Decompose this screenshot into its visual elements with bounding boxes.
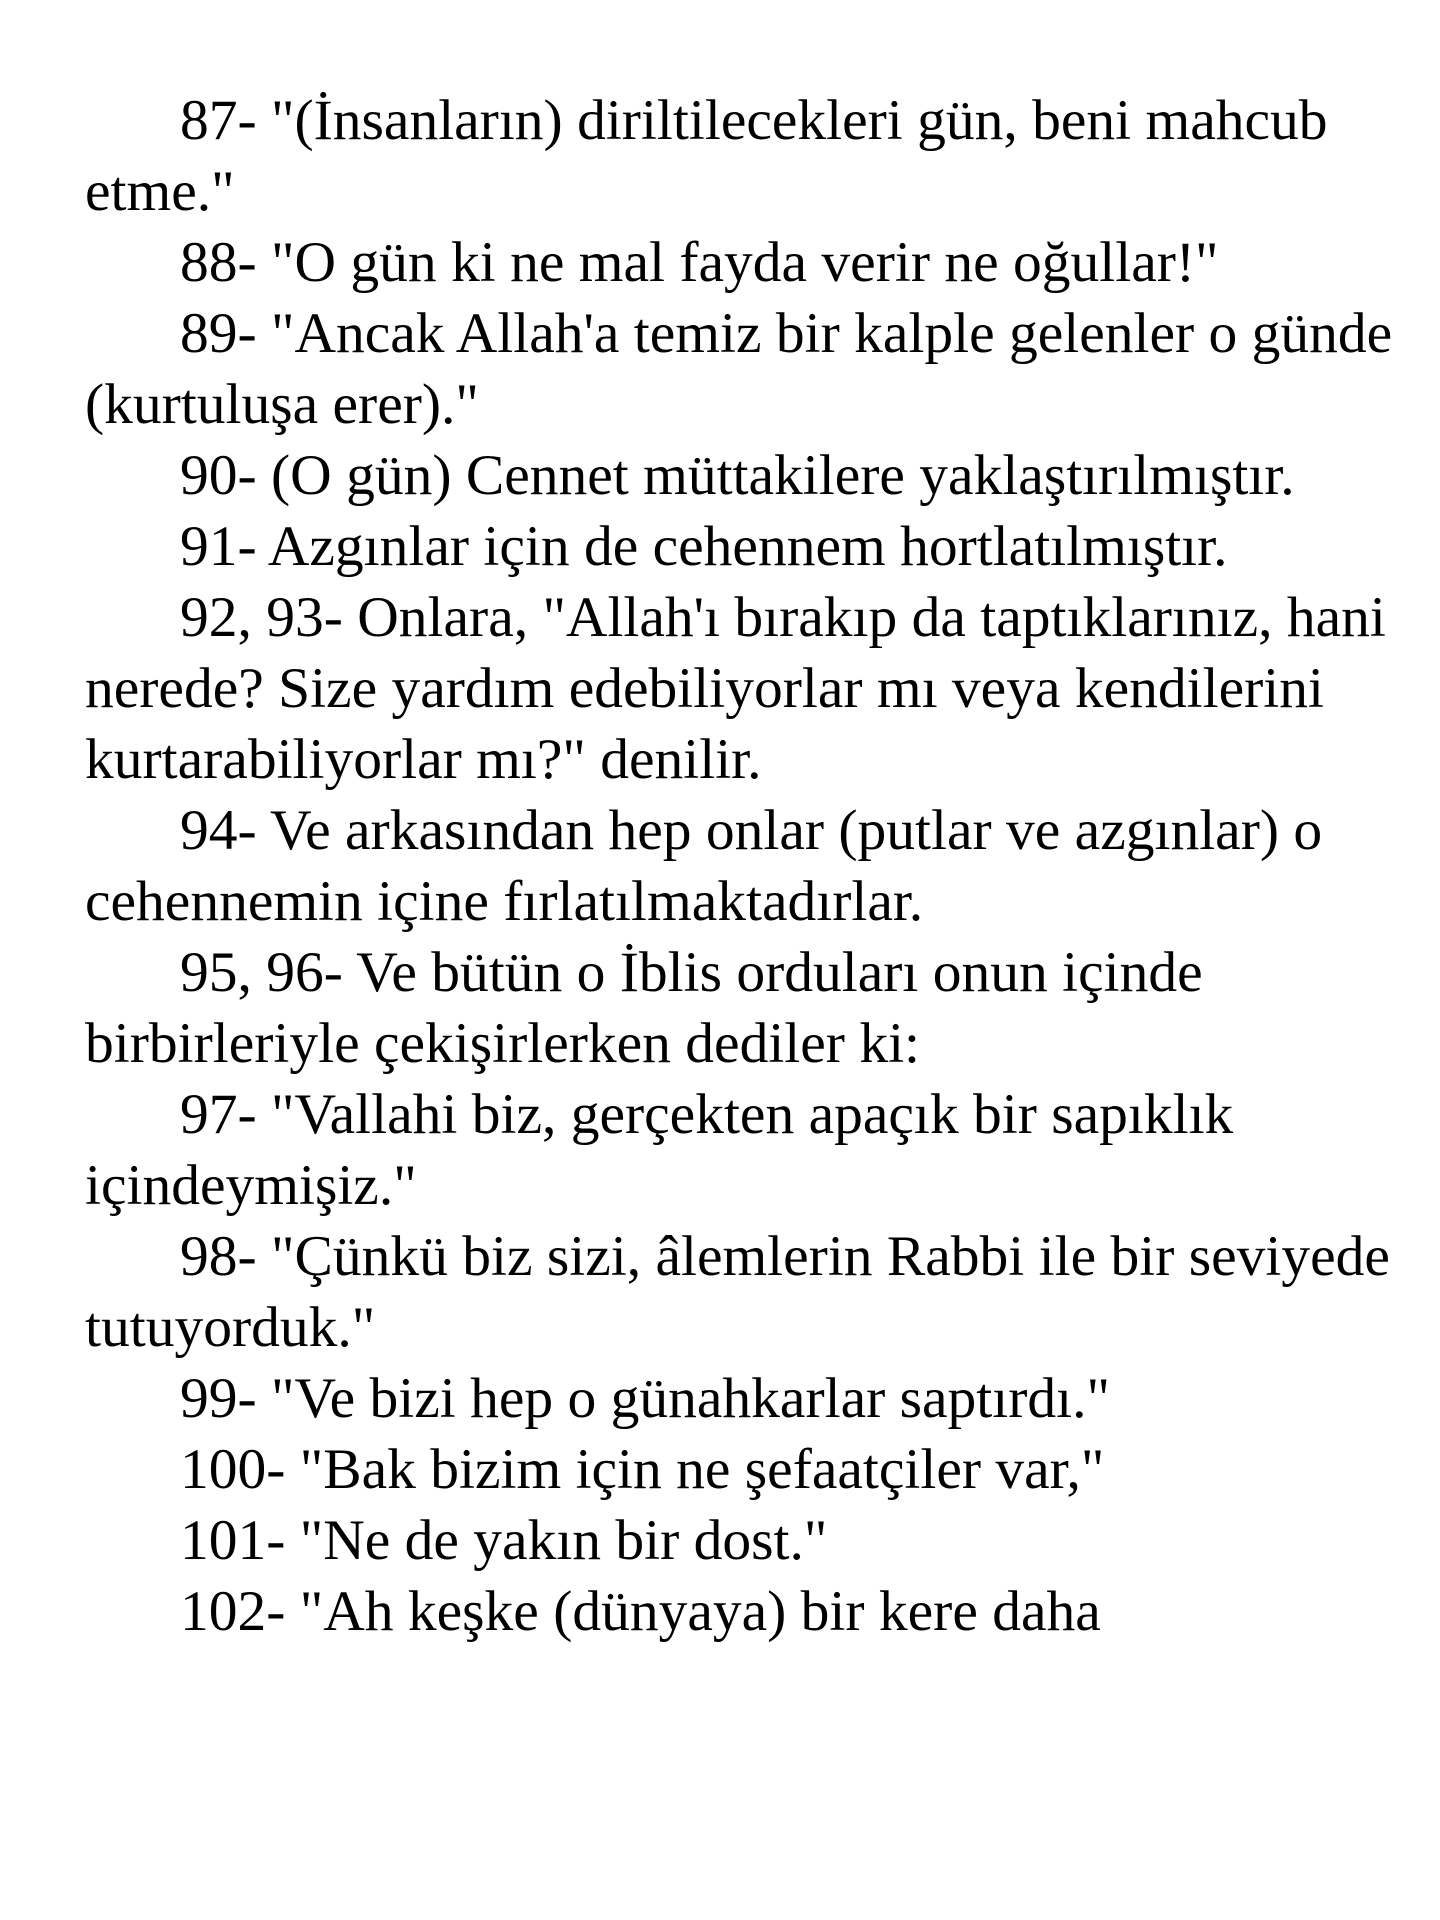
- verse-paragraph: 98- "Çünkü biz sizi, âlemlerin Rabbi ile bir seviyede tutuyorduk.": [85, 1225, 1405, 1359]
- verse-paragraph: 101- "Ne de yakın bir dost.": [180, 1509, 828, 1572]
- verse-paragraph: 90- (O gün) Cennet müttakilere yaklaştırılmıştır.: [180, 444, 1295, 507]
- verse-paragraph: 94- Ve arkasından hep onlar (putlar ve azgınlar) o cehennemin içine fırlatılmaktadırlar.: [85, 799, 1337, 933]
- verse-text-block: [85, 85, 1405, 1647]
- verse-paragraph: 87- "(İnsanların) diriltilecekleri gün, beni mahcub etme.": [85, 89, 1342, 223]
- verse-paragraph: 102- "Ah keşke (dünyaya) bir kere daha: [180, 1580, 1101, 1643]
- verse-paragraph: 97- "Vallahi biz, gerçekten apaçık bir sapıklık içindeymişiz.": [85, 1083, 1248, 1217]
- verse-paragraph: 95, 96- Ve bütün o İblis orduları onun içinde birbirleriyle çekişirlerken dediler ki:: [85, 941, 1217, 1075]
- verse-paragraph: 92, 93- Onlara, "Allah'ı bırakıp da taptıklarınız, hani nerede? Size yardım edebiliyorlar mı veya kendilerini kurtarabiliyorlar mı?" denilir.: [85, 586, 1401, 791]
- verse-paragraph: 91- Azgınlar için de cehennem hortlatılmıştır.: [180, 515, 1228, 578]
- verse-paragraph: 89- "Ancak Allah'a temiz bir kalple gelenler o günde (kurtuluşa erer).": [85, 302, 1407, 436]
- verse-paragraph: 99- "Ve bizi hep o günahkarlar saptırdı.": [180, 1367, 1110, 1430]
- verse-paragraph: 88- "O gün ki ne mal fayda verir ne oğullar!": [180, 231, 1219, 294]
- verse-paragraph: 100- "Bak bizim için ne şefaatçiler var,": [180, 1438, 1105, 1501]
